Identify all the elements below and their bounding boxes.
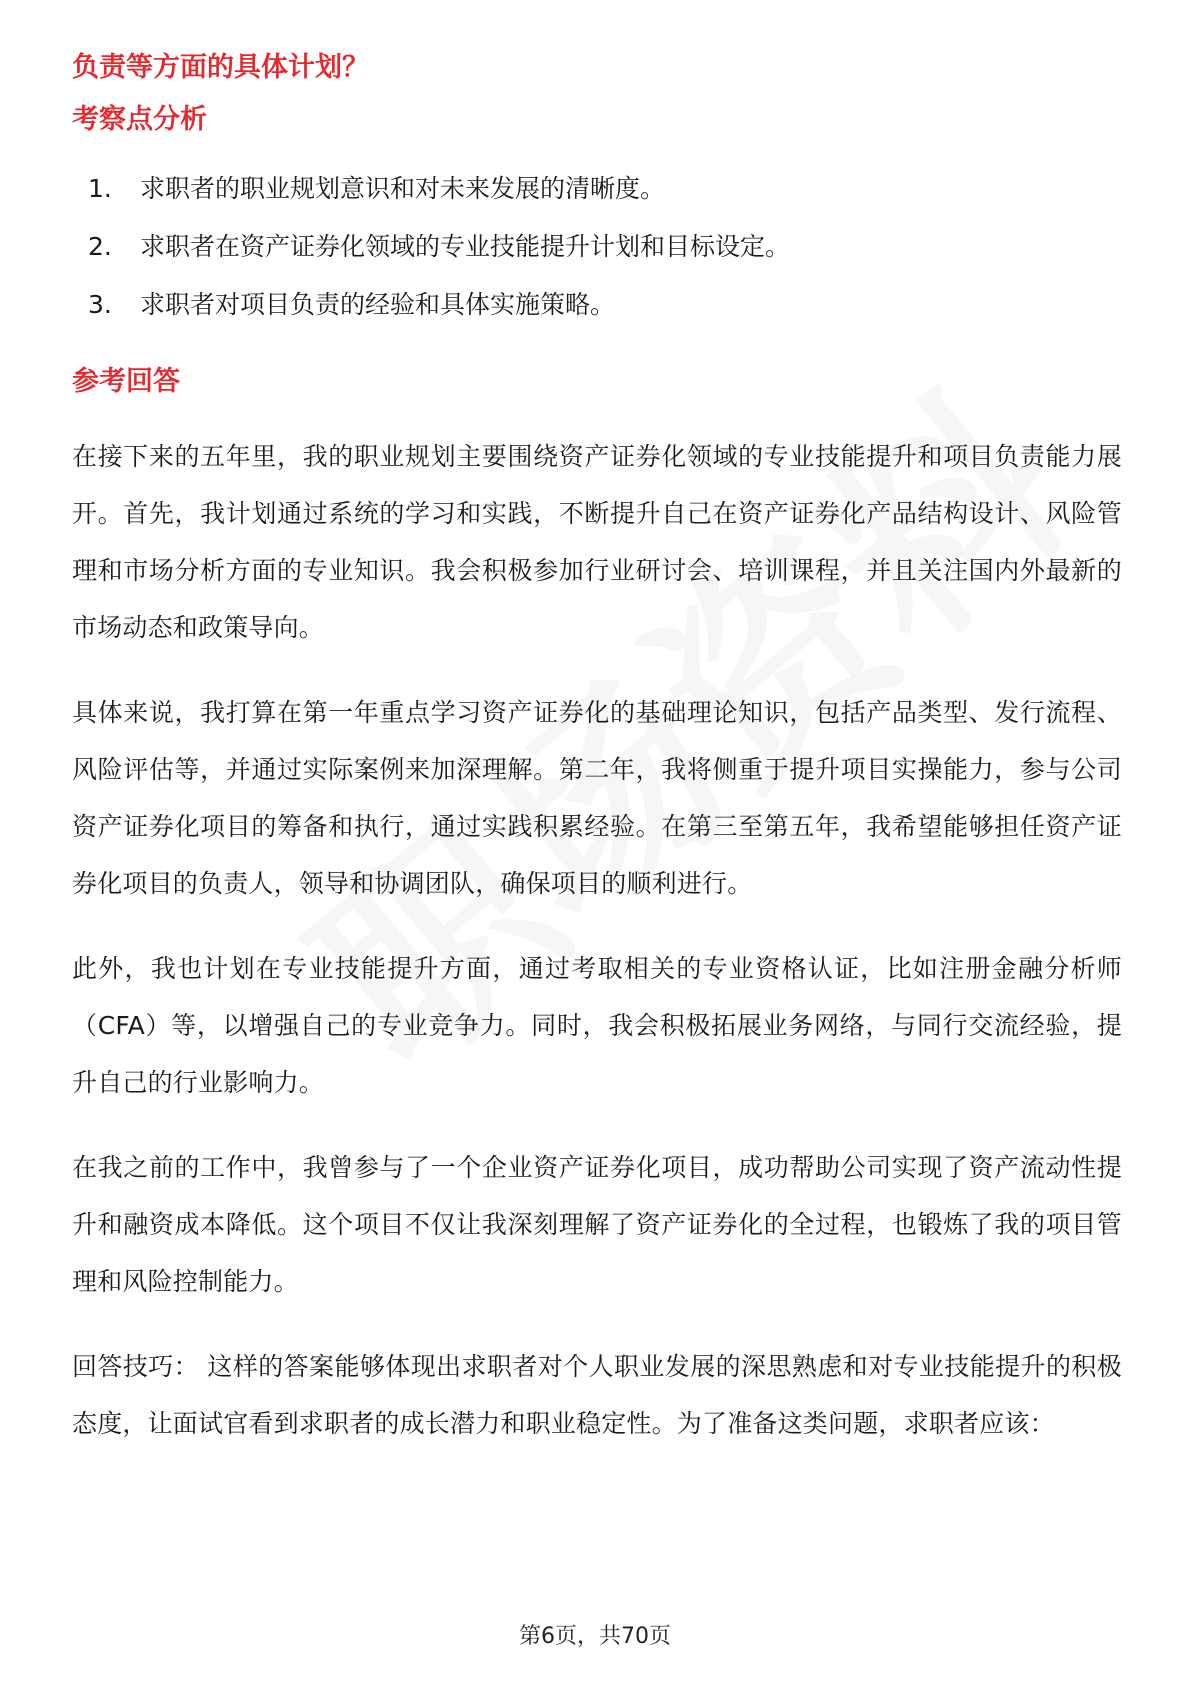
answer-paragraph: 在接下来的五年里，我的职业规划主要围绕资产证券化领域的专业技能提升和项目负责能力展开。首先，我计划通过系统的学习和实践，不断提升自己在资产证券化产品结构设计、风险管理和市场分析方面的专业知识。我会积极参加行业研讨会、培训课程，并且关注国内外最新的市场动态和政策导向。 xyxy=(72,442,1122,642)
list-item-text: 求职者的职业规划意识和对未来发展的清晰度。 xyxy=(140,174,666,203)
answer-heading: 参考回答 xyxy=(72,366,180,397)
list-item xyxy=(72,228,1122,266)
list-item-text: 求职者对项目负责的经验和具体实施策略。 xyxy=(140,290,616,319)
page-number: 第6页，共70页 xyxy=(519,1624,671,1649)
analysis-heading: 考察点分析 xyxy=(72,104,207,135)
answer-paragraph: 具体来说，我打算在第一年重点学习资产证券化的基础理论知识，包括产品类型、发行流程、风险评估等，并通过实际案例来加深理解。第二年，我将侧重于提升项目实操能力，参与公司资产证券化项目的筹备和执行，通过实践积累经验。在第三至第五年，我希望能够担任资产证券化项目的负责人，领导和协调团队，确保项目的顺利进行。 xyxy=(72,698,1122,898)
list-item-text: 求职者在资产证券化领域的专业技能提升计划和目标设定。 xyxy=(140,232,791,261)
list-item-number: 3. xyxy=(88,290,112,319)
question-heading: 负责等方面的具体计划？ xyxy=(72,52,369,83)
list-item-number: 1. xyxy=(88,174,112,203)
list-item xyxy=(72,170,1122,208)
analysis-list xyxy=(72,170,1122,324)
list-item-number: 2. xyxy=(88,232,112,261)
tips-paragraph: 回答技巧： 这样的答案能够体现出求职者对个人职业发展的深思熟虑和对专业技能提升的积极态度，让面试官看到求职者的成长潜力和职业稳定性。为了准备这类问题，求职者应该： xyxy=(72,1352,1122,1438)
page-content xyxy=(72,48,1122,1480)
answer-paragraph: 在我之前的工作中，我曾参与了一个企业资产证券化项目，成功帮助公司实现了资产流动性提升和融资成本降低。这个项目不仅让我深刻理解了资产证券化的全过程，也锻炼了我的项目管理和风险控制能力。 xyxy=(72,1153,1122,1296)
answer-paragraph: 此外，我也计划在专业技能提升方面，通过考取相关的专业资格认证，比如注册金融分析师（CFA）等，以增强自己的专业竞争力。同时，我会积极拓展业务网络，与同行交流经验，提升自己的行业影响力。 xyxy=(72,954,1122,1097)
list-item xyxy=(72,286,1122,324)
